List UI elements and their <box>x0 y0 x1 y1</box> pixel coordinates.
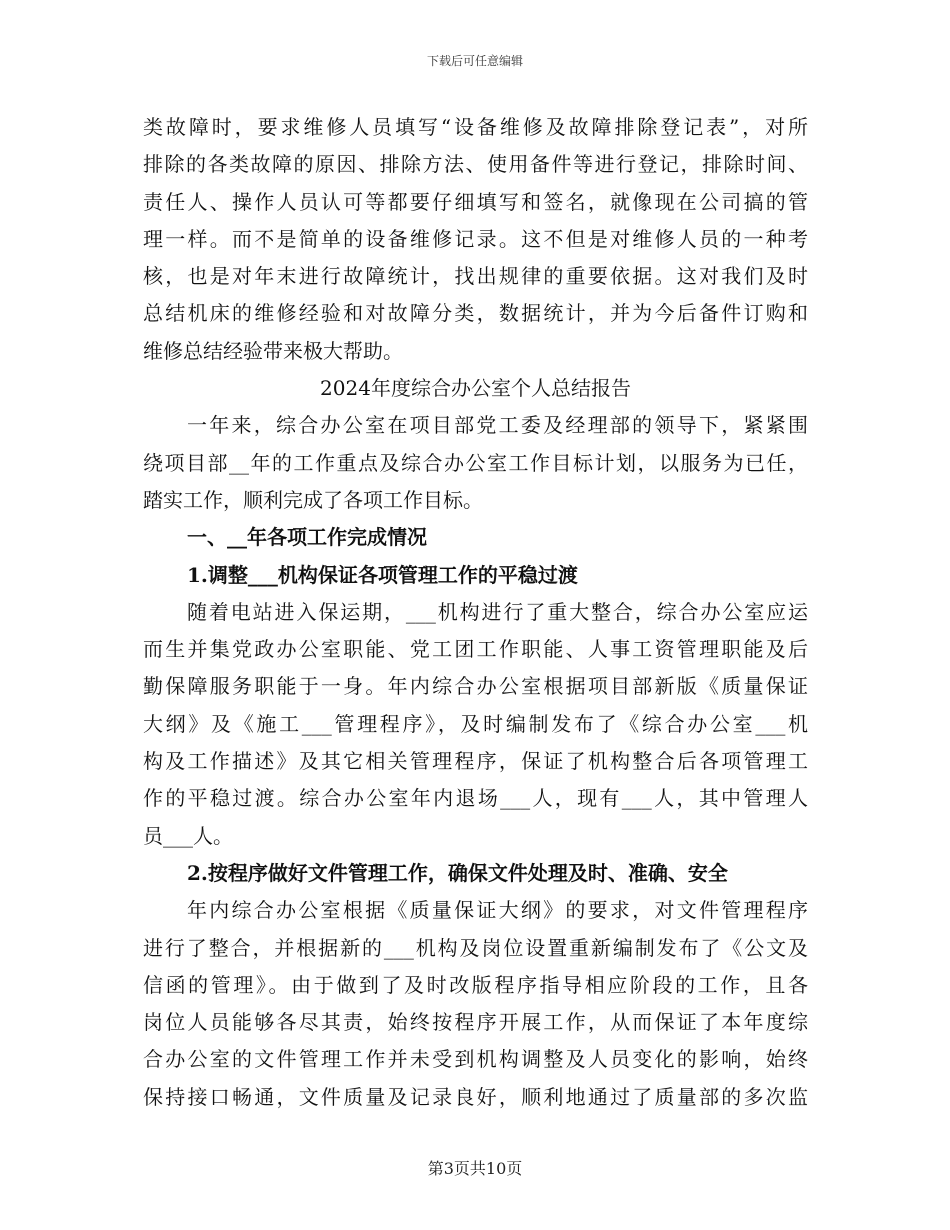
paragraph-line: 构及工作描述》及其它相关管理程序，保证了机构整合后各项管理工 <box>143 749 808 774</box>
paragraph-line: 核，也是对年末进行故障统计，找出规律的重要依据。这对我们及时 <box>143 264 808 289</box>
paragraph-line: 而生并集党政办公室职能、党工团工作职能、人事工资管理职能及后 <box>143 637 808 662</box>
paragraph-line: 信函的管理》。由于做到了及时改版程序指导相应阶段的工作，且各 <box>143 972 808 997</box>
paragraph-line: 进行了整合，并根据新的___机构及岗位设置重新编制发布了《公文及 <box>143 935 808 960</box>
subsection-heading: 2.按程序做好文件管理工作，确保文件处理及时、准确、安全 <box>187 860 728 885</box>
paragraph-line: 绕项目部__年的工作重点及综合办公室工作目标计划，以服务为已任， <box>143 450 808 475</box>
paragraph-line: 随着电站进入保运期，___机构进行了重大整合，综合办公室应运 <box>187 599 808 624</box>
page-number: 第3页共10页 <box>427 1159 523 1178</box>
paragraph-line: 大纲》及《施工___管理程序》，及时编制发布了《综合办公室___机 <box>143 711 808 736</box>
paragraph-line: 保持接口畅通，文件质量及记录良好，顺利地通过了质量部的多次监 <box>143 1084 808 1109</box>
paragraph-line: 排除的各类故障的原因、排除方法、使用备件等进行登记，排除时间、 <box>143 152 808 177</box>
paragraph-line: 理一样。而不是简单的设备维修记录。这不但是对维修人员的一种考 <box>143 226 808 251</box>
paragraph-line: 踏实工作，顺利完成了各项工作目标。 <box>143 487 483 512</box>
paragraph-line: 责任人、操作人员认可等都要仔细填写和签名，就像现在公司搞的管 <box>143 189 808 214</box>
document-title: 2024年度综合办公室个人总结报告 <box>320 376 631 401</box>
paragraph-line: 维修总结经验带来极大帮助。 <box>143 338 403 363</box>
paragraph-line: 作的平稳过渡。综合办公室年内退场___人，现有___人，其中管理人 <box>143 786 808 811</box>
paragraph-line: 类故障时，要求维修人员填写“设备维修及故障排除登记表”，对所 <box>143 115 808 139</box>
paragraph-line: 一年来，综合办公室在项目部党工委及经理部的领导下，紧紧围 <box>187 413 808 438</box>
subsection-heading: 1.调整___机构保证各项管理工作的平稳过渡 <box>187 562 578 587</box>
paragraph-line: 岗位人员能够各尽其责，始终按程序开展工作，从而保证了本年度综 <box>143 1010 808 1035</box>
document-body <box>143 109 808 1116</box>
paragraph-line: 总结机床的维修经验和对故障分类，数据统计，并为今后备件订购和 <box>143 301 808 326</box>
paragraph-line: 员___人。 <box>143 823 233 848</box>
page-header: 下载后可任意编辑 <box>426 54 523 68</box>
paragraph-line: 合办公室的文件管理工作并未受到机构调整及人员变化的影响，始终 <box>143 1047 808 1072</box>
paragraph-line: 勤保障服务职能于一身。年内综合办公室根据项目部新版《质量保证 <box>143 674 808 699</box>
paragraph-line: 年内综合办公室根据《质量保证大纲》的要求，对文件管理程序 <box>187 898 808 923</box>
section-heading: 一、__年各项工作完成情况 <box>187 525 427 550</box>
